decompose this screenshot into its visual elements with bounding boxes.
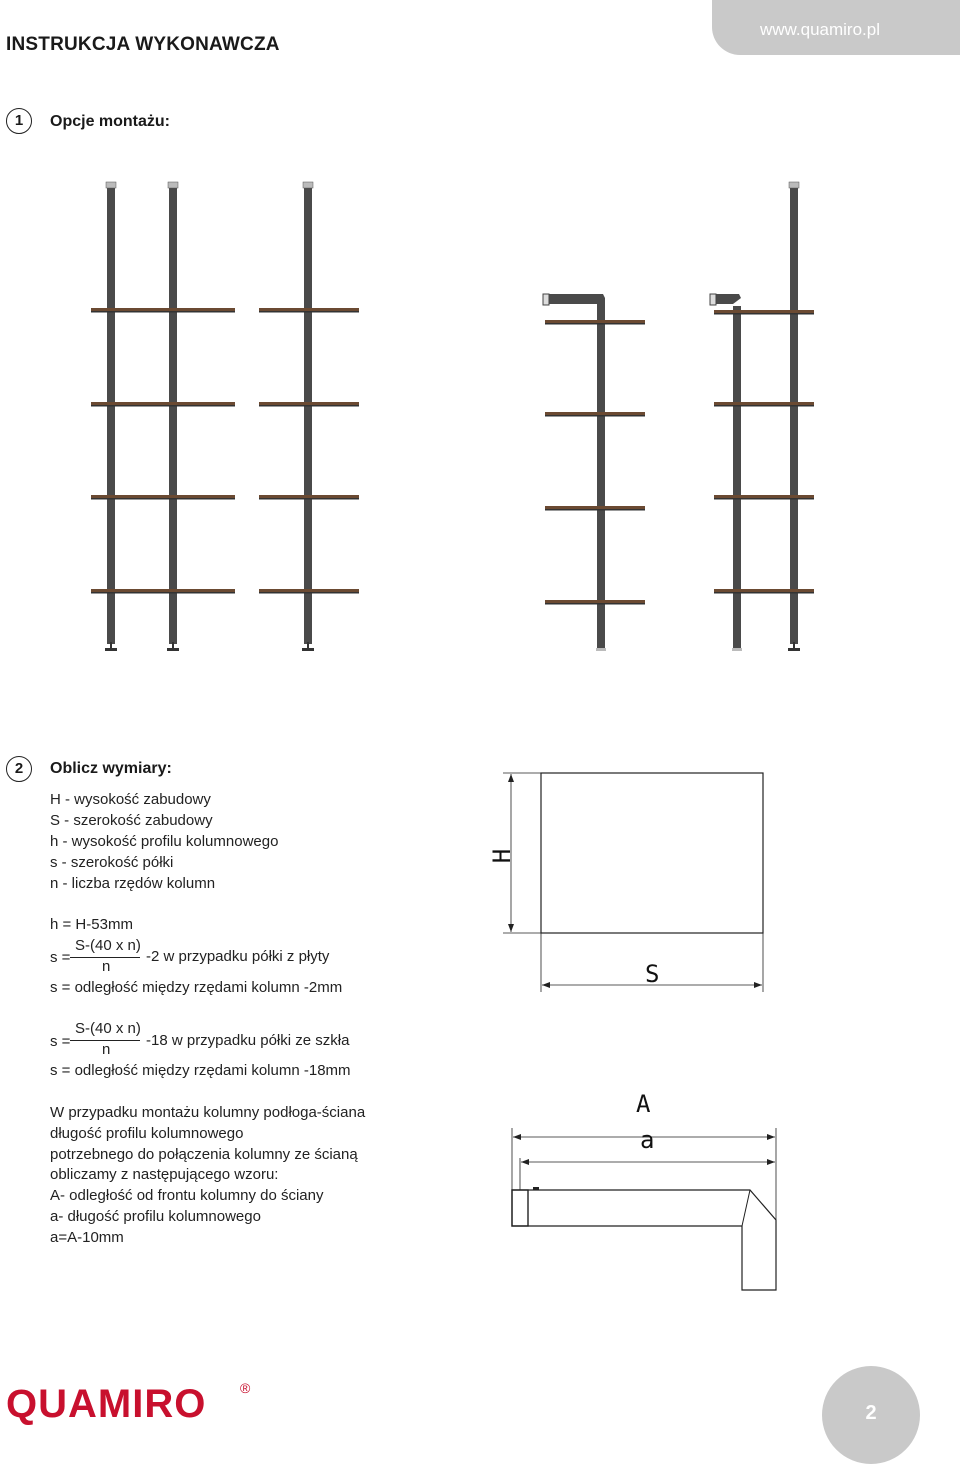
formula2-suffix: -18 w przypadku półki ze szkła <box>146 1032 350 1049</box>
definition-H: H - wysokość zabudowy <box>50 791 211 808</box>
formula1-suffix: -2 w przypadku półki z płyty <box>146 948 330 965</box>
label-S: S <box>645 960 660 988</box>
step-number-2: 2 <box>6 756 32 782</box>
wall-text-line-3: potrzebnego do połączenia kolumny ze ścianą <box>50 1146 358 1163</box>
wall-text-line-6: a- długość profilu kolumnowego <box>50 1208 261 1225</box>
wall-text-line-4: obliczamy z następującego wzoru: <box>50 1166 279 1183</box>
formula2-denominator: n <box>102 1041 111 1058</box>
formula1-denominator: n <box>102 958 111 975</box>
definition-s: s - szerokość półki <box>50 854 174 871</box>
definition-S: S - szerokość zabudowy <box>50 812 213 829</box>
formula1-numerator: S-(40 x n) <box>75 937 141 954</box>
page-number: 2 <box>865 1402 877 1424</box>
mounting-options-illustration <box>0 170 960 670</box>
formula2-numerator: S-(40 x n) <box>75 1020 141 1037</box>
option-wall-floor-column <box>543 294 645 651</box>
formula2-note: s = odległość między rzędami kolumn -18mm <box>50 1062 351 1079</box>
website-url[interactable]: www.quamiro.pl <box>760 20 880 39</box>
dimension-diagram-HS <box>490 760 780 1000</box>
label-a: a <box>640 1126 655 1154</box>
wall-text-line-1: W przypadku montażu kolumny podłoga-ściana <box>50 1104 366 1121</box>
label-A: A <box>636 1090 651 1118</box>
quamiro-logo: QUAMIRO <box>6 1382 207 1426</box>
formula2-lhs: s = <box>50 1033 71 1050</box>
wall-text-line-7: a=A-10mm <box>50 1229 124 1246</box>
option-double-column <box>91 182 235 651</box>
step-number-1: 1 <box>6 108 32 134</box>
formula-h: h = H-53mm <box>50 916 133 933</box>
definition-n: n - liczba rzędów kolumn <box>50 875 216 892</box>
document-title: INSTRUKCJA WYKONAWCZA <box>6 34 280 55</box>
label-H: H <box>488 848 517 864</box>
wall-text-line-2: długość profilu kolumnowego <box>50 1125 244 1142</box>
section-title-dimensions: Oblicz wymiary: <box>50 760 172 777</box>
option-combined-columns <box>710 182 814 651</box>
option-single-column <box>259 182 359 651</box>
wall-text-line-5: A- odległość od frontu kolumny do ściany <box>50 1187 324 1204</box>
section-title-mounting: Opcje montażu: <box>50 113 171 130</box>
definition-h: h - wysokość profilu kolumnowego <box>50 833 279 850</box>
formula1-lhs: s = <box>50 949 71 966</box>
formula1-note: s = odległość między rzędami kolumn -2mm <box>50 979 343 996</box>
registered-mark: ® <box>240 1380 251 1396</box>
